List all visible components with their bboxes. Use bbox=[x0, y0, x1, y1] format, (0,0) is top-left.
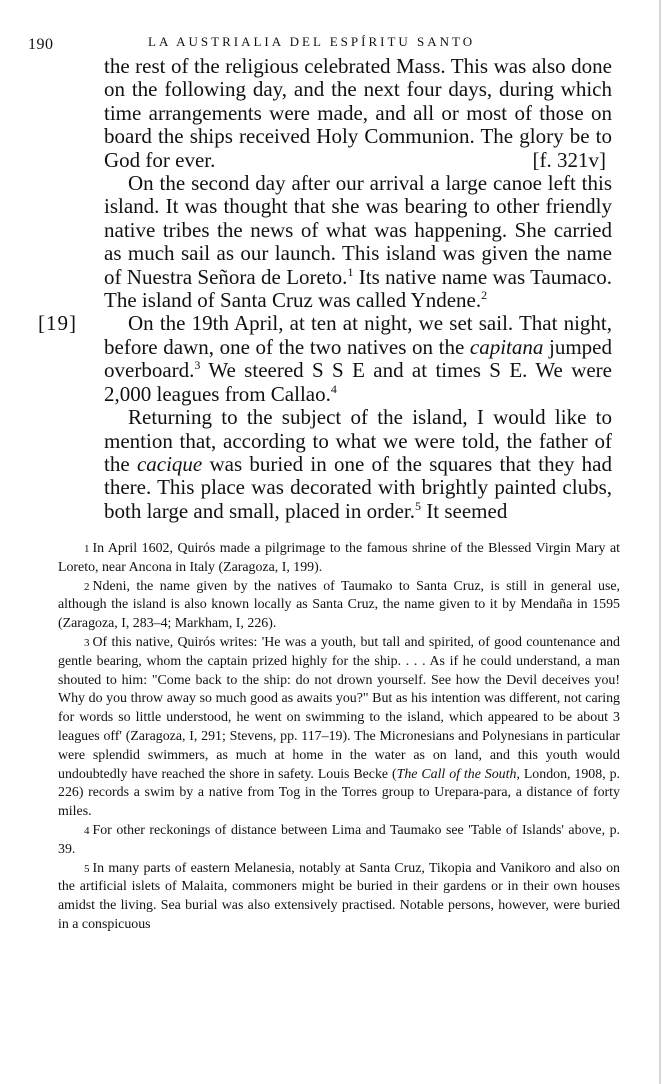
paragraph-4-text: Returning to the subject of the island, I would like to mention that, according to what we were told, the father of the bbox=[104, 405, 612, 476]
footnote-5 bbox=[58, 860, 620, 935]
paragraph-1-text: the rest of the religious celebrated Mass. This was also done on the following day, and the next four days, during which time arrangements were made, and all or most of those on board the ships received Holy Communion. The glory be to God for ever. bbox=[104, 54, 612, 172]
footnote-3-number: 3 bbox=[84, 636, 90, 649]
footnote-2-number: 2 bbox=[84, 580, 90, 593]
footnote-4-text: For other reckonings of distance between Lima and Taumako see 'Table of Islands' above, p. 39. bbox=[58, 822, 620, 857]
page-edge-rule bbox=[659, 0, 661, 1084]
footnote-3-book-title: The Call of the South bbox=[396, 766, 517, 782]
page-number: 190 bbox=[28, 36, 54, 53]
footnote-1-number: 1 bbox=[84, 543, 90, 555]
footnote-1 bbox=[58, 540, 620, 578]
footnote-2-text: Ndeni, the name given by the natives of Taumako to Santa Cruz, is still in general use, although the island is also known locally as Santa Cruz, the name given to it by Mendaña in 1595 (Zaragoza, I, 283–4; Markham, I, 226). bbox=[58, 578, 620, 632]
footnote-1-text: In April 1602, Quirós made a pilgrimage to the famous shrine of the Blessed Virgin Mary at Loreto, near Ancona in Italy (Zaragoza, I, 199). bbox=[58, 541, 620, 575]
footnote-ref-2[interactable]: 2 bbox=[481, 288, 488, 303]
paragraph-3-text-b: jumped overboard. bbox=[104, 334, 612, 383]
paragraph-4-text-c: It seemed bbox=[421, 498, 508, 523]
footnote-3 bbox=[58, 634, 620, 822]
paragraph-4 bbox=[104, 406, 612, 523]
margin-note: [19] bbox=[38, 311, 77, 336]
italic-capitana: capitana bbox=[469, 334, 544, 359]
main-text bbox=[38, 54, 613, 523]
folio-reference: [f. 321v] bbox=[532, 147, 606, 172]
footnote-3-text: Of this native, Quirós writes: 'He was a youth, but tall and spirited, of good countenance and gentle bearing, whom the captain prized highly for the ship. . . . As if he could understand, a man shouted to him: "Come back to the ship: do not drown yourself. See how the Devil deceives you! Why do you throw away so much good as awaits you?" But as his intention was different, not caring for words so little understood, he went on swimming to the island, which appeared to be about 3 leagues off' (Zaragoza, I, 291; Stevens, pp. 117–19). The Micronesians and Polynesians in particular were splendid swimmers, as much at home in the water as on land, and this youth would undoubtedly have reached the shore in safety. Louis Becke ( bbox=[58, 634, 620, 782]
footnote-5-text: In many parts of eastern Melanesia, notably at Santa Cruz, Tikopia and Vanikoro and also on the artificial islets of Malaita, commoners might be buried in their gardens or in their own houses amidst the living. Sea burial was also extensively practised. Notable persons, however, were buried in a conspicuous bbox=[58, 860, 620, 932]
paragraph-2-text-b: Its native name was Taumaco. The island of Santa Cruz was called Yndene. bbox=[104, 264, 612, 313]
paragraph-3-text: On the 19th April, at ten at night, we set sail. That night, before dawn, one of the two natives on the bbox=[104, 311, 612, 359]
paragraph-2-text: On the second day after our arrival a large canoe left this island. It was thought that she was bearing to other friendly native tribes the news of what was happening. She carried as much sail as our launch. This island was given the name of Nuestra Señora de Loreto. bbox=[104, 171, 612, 289]
paragraph-1 bbox=[104, 55, 612, 172]
footnote-4 bbox=[58, 822, 620, 860]
running-head: LA AUSTRIALIA DEL ESPÍRITU SANTO bbox=[148, 34, 476, 49]
footnote-3-text-b: , London, 1908, p. 226) records a swim by a native from Tog in the Torres group to Urepara-para, a distance of forty miles. bbox=[58, 766, 620, 820]
footnote-4-number: 4 bbox=[84, 824, 90, 837]
paragraph-4-text-b: was buried in one of the squares that they had there. This place was decorated with brightly painted clubs, both large and small, placed in order. bbox=[104, 451, 613, 523]
footnote-ref-3[interactable]: 3 bbox=[194, 358, 201, 373]
footnote-ref-1[interactable]: 1 bbox=[347, 264, 354, 279]
footnote-ref-4[interactable]: 4 bbox=[330, 381, 337, 396]
footnotes bbox=[58, 540, 620, 935]
footnote-2 bbox=[58, 578, 620, 634]
footnote-ref-5[interactable]: 5 bbox=[415, 498, 422, 513]
paragraph-2 bbox=[104, 172, 612, 312]
paragraph-3 bbox=[38, 311, 612, 406]
footnote-5-number: 5 bbox=[84, 862, 90, 875]
italic-cacique: cacique bbox=[136, 451, 203, 476]
paragraph-3-text-c: We steered S S E and at times S E. We were 2,000 leagues from Callao. bbox=[104, 358, 612, 406]
